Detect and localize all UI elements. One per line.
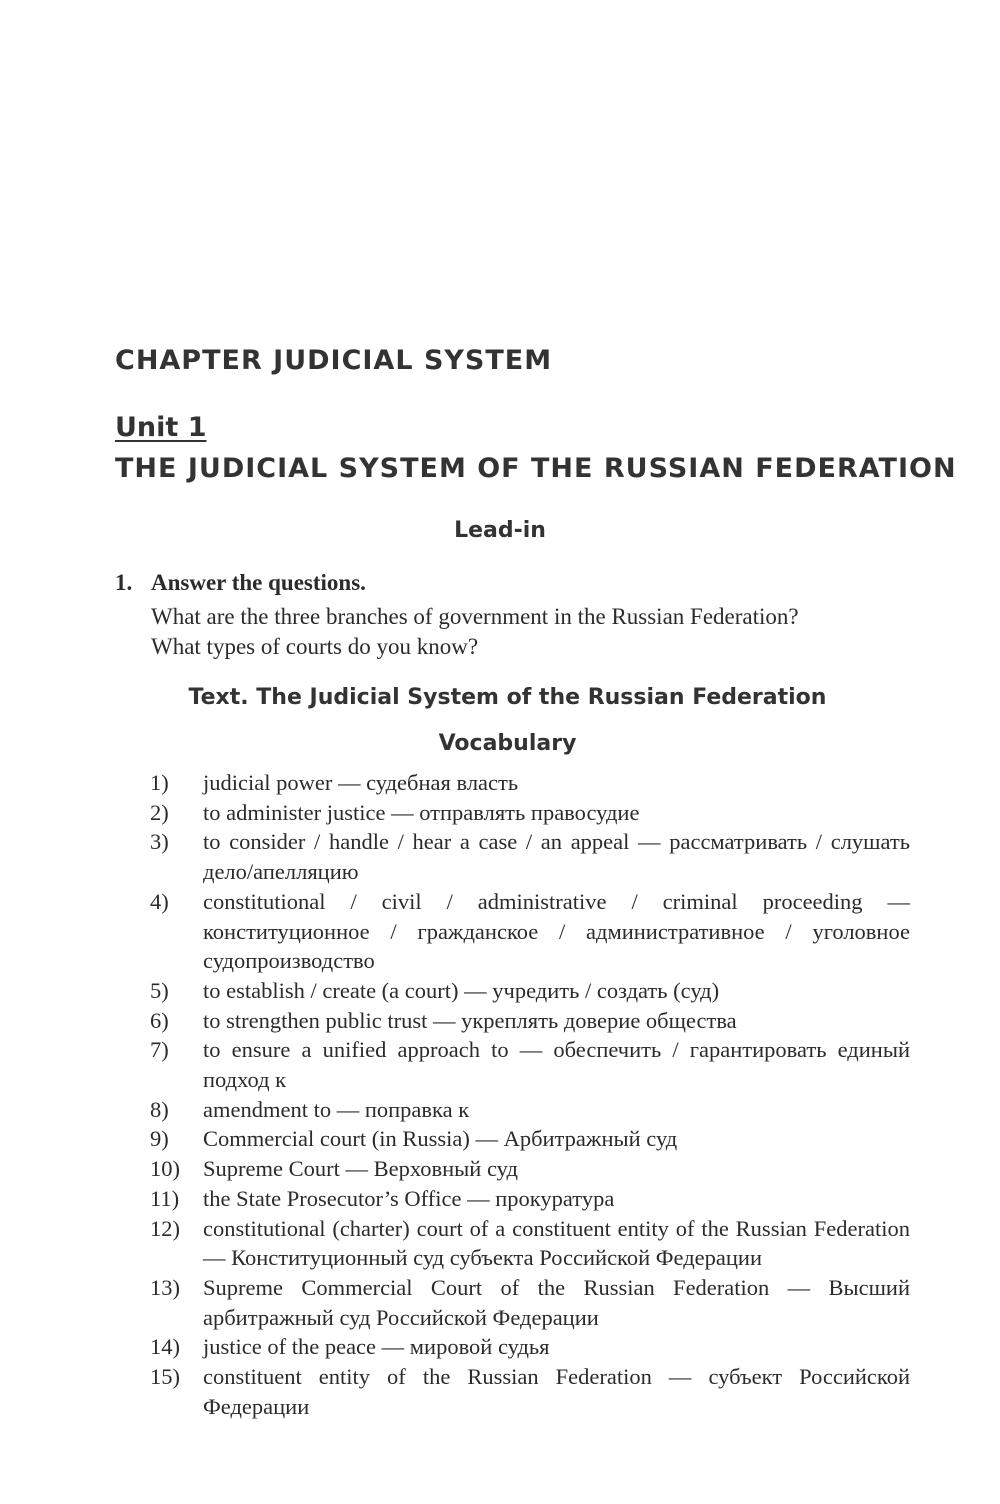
vocabulary-item-number: 4) (150, 888, 169, 914)
vocabulary-item-text: to consider / handle / hear a case / an appeal — рассматривать / слушать дело/апелляцию (203, 829, 910, 885)
vocabulary-item-number: 1) (150, 770, 169, 795)
vocabulary-item (150, 827, 910, 886)
vocabulary-item-text: constituent entity of the Russian Federation — субъект Российской Федерации (203, 1364, 910, 1419)
vocabulary-item (150, 1332, 910, 1362)
vocabulary-item (150, 1362, 910, 1421)
unit-title: THE JUDICIAL SYSTEM OF THE RUSSIAN FEDERATION (115, 453, 957, 484)
vocabulary-item-number: 7) (150, 1037, 169, 1063)
vocabulary-item (150, 1184, 910, 1214)
vocabulary-item (150, 768, 910, 798)
vocabulary-item-number: 3) (150, 829, 169, 855)
vocabulary-item (150, 1006, 910, 1036)
vocabulary-item-number: 10) (150, 1156, 180, 1182)
vocabulary-item-number: 12) (150, 1215, 180, 1241)
task-number: 1. (115, 570, 133, 595)
vocabulary-item-text: the State Prosecutor’s Office — прокуратура (203, 1185, 615, 1211)
vocabulary-heading: Vocabulary (438, 731, 577, 756)
unit-label: Unit 1 (115, 412, 207, 443)
vocabulary-item-text: justice of the peace — мировой судья (203, 1334, 550, 1360)
vocabulary-item (150, 1095, 910, 1125)
vocabulary-item (150, 1154, 910, 1184)
vocabulary-item-number: 8) (150, 1096, 169, 1122)
chapter-title: CHAPTER JUDICIAL SYSTEM (115, 345, 553, 376)
vocabulary-item-text: Commercial court (in Russia) — Арбитражный суд (203, 1126, 678, 1152)
vocabulary-item-text: to administer justice — отправлять правосудие (203, 799, 640, 825)
vocabulary-item-number: 6) (150, 1007, 169, 1033)
vocabulary-item-number: 15) (150, 1364, 180, 1390)
vocabulary-list (150, 768, 910, 1421)
vocabulary-item (150, 1214, 910, 1273)
vocabulary-item-text: to strengthen public trust — укреплять доверие общества (203, 1007, 737, 1033)
vocabulary-item-number: 13) (150, 1274, 180, 1300)
vocabulary-item-text: amendment to — поправка к (203, 1096, 470, 1122)
task-title: Answer the questions. (151, 570, 366, 595)
vocabulary-item (150, 976, 910, 1006)
vocabulary-item-text: to establish / create (a court) — учредить / создать (суд) (203, 977, 720, 1003)
vocabulary-item-number: 11) (150, 1185, 180, 1211)
text-heading: Text. The Judicial System of the Russian Federation (188, 685, 827, 710)
vocabulary-item (150, 798, 910, 828)
vocabulary-item-number: 2) (150, 799, 169, 825)
vocabulary-item-text: Supreme Court — Верховный суд (203, 1156, 518, 1182)
vocabulary-item-text: constitutional / civil / administrative / criminal proceeding — конституционное / гражданское / административное / уголовное судопроизводство (203, 888, 910, 974)
vocabulary-item-text: to ensure a unified approach to — обеспечить / гарантировать единый подход к (203, 1037, 910, 1093)
vocabulary-item-text: Supreme Commercial Court of the Russian Federation — Высший арбитражный суд Российской Федерации (203, 1274, 910, 1330)
vocabulary-item-number: 9) (150, 1126, 169, 1152)
vocabulary-item (150, 1273, 910, 1332)
vocabulary-item-number: 5) (150, 977, 169, 1003)
vocabulary-item (150, 1035, 910, 1094)
question-1: What are the three branches of government in the Russian Federation? (151, 604, 799, 629)
vocabulary-item-text: constitutional (charter) court of a constituent entity of the Russian Federation — Конституционный суд субъекта Российской Федерации (203, 1215, 910, 1271)
vocabulary-item (150, 1124, 910, 1154)
question-2: What types of courts do you know? (151, 634, 479, 659)
vocabulary-item-number: 14) (150, 1334, 180, 1360)
lead-in-heading: Lead-in (454, 518, 546, 543)
vocabulary-item (150, 887, 910, 976)
vocabulary-item-text: judicial power — судебная власть (203, 770, 519, 795)
